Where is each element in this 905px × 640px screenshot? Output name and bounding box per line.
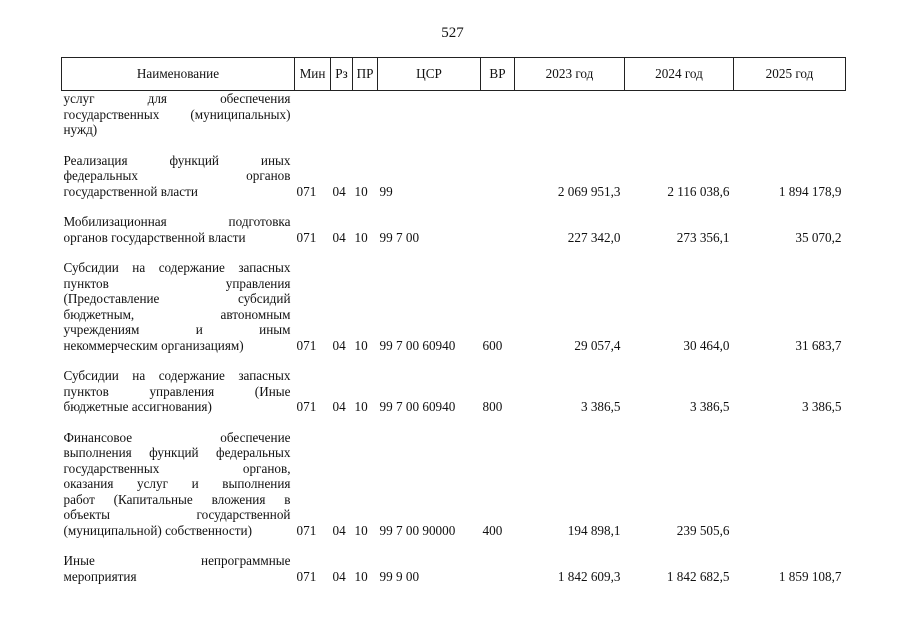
row-name-line: Мобилизационная подготовка (63, 214, 291, 229)
row-name-line: пунктов управления (63, 275, 291, 291)
row-name-line: некоммерческим организациям) (63, 337, 244, 353)
row-y2025: 1 859 108,7 (778, 568, 842, 584)
row-min: 071 (296, 399, 317, 414)
row-csr: 99 7 00 60940 (379, 337, 456, 353)
row-name-line: бюджетные ассигнования) (63, 399, 212, 414)
row-rz: 04 (332, 522, 346, 538)
row-name-line: государственных органов, (63, 460, 291, 476)
row-name-line: федеральных органов (63, 168, 291, 183)
row-pr: 10 (354, 183, 368, 199)
row-name-line: бюджетным, автономным (63, 306, 291, 322)
row-name-line: услуг для обеспечения (63, 91, 291, 106)
row-y2023: 1 842 609,3 (557, 568, 621, 584)
row-rz: 04 (332, 399, 346, 414)
row-spacer (62, 138, 846, 153)
row-vr (481, 153, 515, 200)
row-y2025 (734, 91, 846, 138)
row-y2024: 273 356,1 (676, 229, 730, 245)
row-y2023: 227 342,0 (567, 229, 621, 245)
table-row (62, 430, 846, 539)
row-spacer (62, 245, 846, 260)
row-spacer-cell (62, 245, 846, 260)
page-number: 527 (441, 25, 464, 41)
row-y2025 (734, 430, 846, 539)
header-row (62, 58, 846, 91)
table-row (62, 153, 846, 200)
row-y2023: 29 057,4 (574, 337, 621, 353)
row-vr (481, 214, 515, 245)
row-name-line: Субсидии на содержание запасных (63, 368, 291, 383)
row-pr: 10 (354, 568, 368, 584)
row-rz: 04 (332, 568, 346, 584)
header-vr: ВР (481, 58, 515, 91)
header-name: Наименование (62, 58, 295, 91)
row-min (295, 91, 331, 138)
row-name-line: оказания услуг и выполнения (63, 476, 291, 491)
row-spacer-cell (62, 353, 846, 368)
row-name-line: мероприятия (63, 568, 137, 584)
row-name (62, 368, 295, 415)
row-name (62, 260, 295, 353)
row-pr: 10 (354, 337, 368, 353)
row-name-line: (муниципальной) собственности) (63, 522, 252, 538)
row-csr: 99 7 00 (379, 229, 420, 245)
row-name-line: Реализация функций иных (63, 152, 291, 168)
header-rz: Рз (331, 58, 353, 91)
row-y2023: 2 069 951,3 (557, 183, 621, 199)
row-y2023: 194 898,1 (567, 522, 621, 538)
row-name-line: органов государственной власти (63, 229, 246, 245)
row-pr: 10 (354, 399, 368, 414)
row-name-line: объекты государственной (63, 507, 291, 522)
row-csr: 99 9 00 (379, 568, 420, 584)
header-2025: 2025 год (734, 58, 846, 91)
row-name-line: работ (Капитальные вложения в (63, 491, 291, 507)
row-rz (331, 91, 353, 138)
table-row (62, 91, 846, 138)
row-name-line: пунктов управления (Иные (63, 383, 291, 399)
row-y2023: 3 386,5 (580, 399, 621, 414)
row-vr: 800 (482, 399, 503, 414)
row-y2024: 239 505,6 (676, 522, 730, 538)
row-rz: 04 (332, 337, 346, 353)
budget-table (61, 57, 846, 584)
row-spacer (62, 199, 846, 214)
row-name (62, 214, 295, 245)
row-y2024: 3 386,5 (689, 399, 730, 414)
row-y2024: 30 464,0 (683, 337, 730, 353)
row-pr: 10 (354, 229, 368, 245)
row-csr: 99 (379, 183, 393, 199)
row-name (62, 430, 295, 539)
row-vr (481, 553, 515, 584)
row-csr (378, 91, 481, 138)
row-spacer-cell (62, 538, 846, 553)
table-row (62, 260, 846, 353)
row-csr: 99 7 00 90000 (379, 522, 456, 538)
row-spacer-cell (62, 415, 846, 430)
row-min: 071 (296, 568, 317, 584)
row-rz: 04 (332, 229, 346, 245)
row-name (62, 553, 295, 584)
row-name-line: учреждениям и иным (63, 322, 291, 337)
header-csr: ЦСР (378, 58, 481, 91)
row-name (62, 91, 295, 138)
row-name-line: государственной власти (63, 183, 198, 199)
header-min: Мин (295, 58, 331, 91)
row-name-line: Финансовое обеспечение (63, 429, 291, 445)
row-min: 071 (296, 337, 317, 353)
row-vr: 600 (482, 337, 503, 353)
table-body (62, 91, 846, 585)
row-min: 071 (296, 522, 317, 538)
row-y2025: 1 894 178,9 (778, 183, 842, 199)
row-min: 071 (296, 229, 317, 245)
row-name (62, 153, 295, 200)
row-name-line: государственных (муниципальных) (63, 106, 291, 122)
row-y2024 (625, 91, 734, 138)
header-2024: 2024 год (625, 58, 734, 91)
row-y2025: 35 070,2 (795, 229, 842, 245)
row-name-line: (Предоставление субсидий (63, 291, 291, 306)
header-2023: 2023 год (515, 58, 625, 91)
row-pr: 10 (354, 522, 368, 538)
row-y2025: 3 386,5 (801, 399, 842, 414)
row-rz: 04 (332, 183, 346, 199)
row-spacer-cell (62, 199, 846, 214)
row-min: 071 (296, 183, 317, 199)
table-row (62, 368, 846, 415)
row-name-line: Иные непрограммные (63, 553, 291, 568)
row-y2024: 1 842 682,5 (666, 568, 730, 584)
table-row (62, 214, 846, 245)
header-pr: ПР (353, 58, 378, 91)
row-name-line: Субсидии на содержание запасных (63, 260, 291, 275)
table-row (62, 553, 846, 584)
row-vr (481, 91, 515, 138)
row-y2024: 2 116 038,6 (667, 183, 730, 199)
row-y2025: 31 683,7 (795, 337, 842, 353)
row-spacer (62, 415, 846, 430)
row-spacer (62, 353, 846, 368)
row-vr: 400 (482, 522, 503, 538)
row-name-line: выполнения функций федеральных (63, 445, 291, 460)
row-name-line: нужд) (63, 122, 98, 137)
row-csr: 99 7 00 60940 (379, 399, 456, 414)
row-spacer (62, 538, 846, 553)
row-y2023 (515, 91, 625, 138)
row-pr (353, 91, 378, 138)
row-spacer-cell (62, 138, 846, 153)
